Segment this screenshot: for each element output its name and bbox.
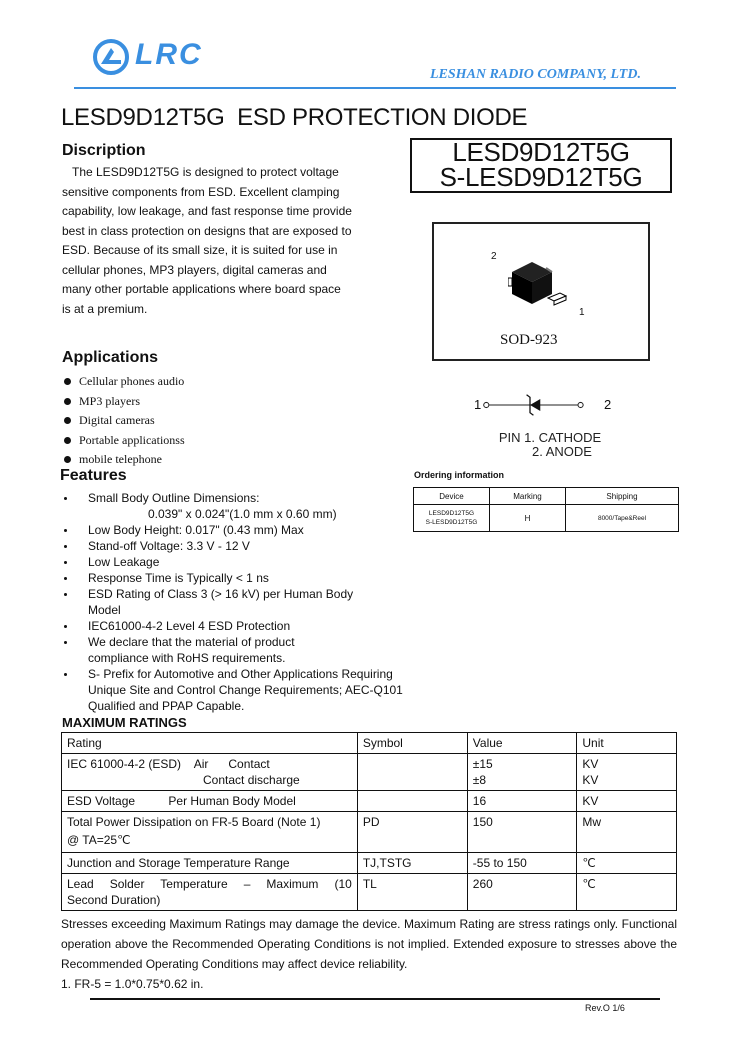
col-device: Device: [414, 488, 490, 505]
value-cell: 150: [467, 812, 577, 853]
max-ratings-heading: MAXIMUM RATINGS: [62, 715, 187, 730]
list-item: Low Body Height: 0.017" (0.43 mm) Max: [62, 522, 422, 538]
col-shipping: Shipping: [566, 488, 679, 505]
col-rating: Rating: [62, 733, 358, 754]
symbol-cell: [357, 791, 467, 812]
features-heading: Features: [60, 467, 127, 484]
unit-cell: Mw: [577, 812, 677, 853]
marking-cell: H: [490, 505, 566, 532]
table-row: [62, 812, 677, 853]
device-name: LESD9D12T5G: [428, 510, 475, 517]
list-item: Portable applicationss: [62, 431, 185, 451]
list-item: Cellular phones audio: [62, 372, 185, 392]
table-row: [62, 754, 677, 791]
symbol-cell: PD: [357, 812, 467, 853]
rating-cell: [62, 812, 358, 853]
revision-page: Rev.O 1/6: [585, 1003, 625, 1013]
package-pin-1-label: 1: [579, 307, 585, 318]
ordering-header-row: [414, 488, 679, 505]
unit-cell: [577, 754, 677, 791]
value-cell: [467, 754, 577, 791]
col-value: Value: [467, 733, 577, 754]
rating-text-2: @ TA=25℃: [67, 833, 131, 847]
ordering-heading: Ordering information: [414, 470, 504, 480]
stress-note: Stresses exceeding Maximum Ratings may damage the device. Maximum Rating are stress ratings only. Functional operation above the Recommended Operating Conditions is not implied. Extended exposure to stresses above the Recommended Operating Conditions may affect device reliability.: [61, 917, 677, 971]
part-number-box: [410, 138, 672, 193]
header-divider: [74, 87, 676, 89]
rating-text: IEC 61000-4-2 (ESD) Air Contact: [67, 757, 270, 771]
features-list: [62, 490, 422, 714]
rating-cell: [62, 754, 358, 791]
rating-text: Lead Solder Temperature – Maximum (10: [67, 877, 352, 891]
schematic-pin-2: 2: [604, 397, 612, 412]
company-name: LESHAN RADIO COMPANY, LTD.: [430, 67, 641, 82]
ordering-table: [413, 487, 679, 532]
unit-text-2: KV: [582, 773, 599, 787]
rating-text-2: Contact discharge: [203, 773, 300, 787]
schematic-pin-1: 1: [474, 397, 482, 412]
col-unit: Unit: [577, 733, 677, 754]
part-number-automotive: S-LESD9D12T5G: [439, 162, 643, 192]
list-item: ESD Rating of Class 3 (> 16 kV) per Human Body Model: [62, 586, 388, 618]
list-item: Response Time is Typically < 1 ns: [62, 570, 422, 586]
symbol-cell: TJ,TSTG: [357, 853, 467, 874]
value-cell: -55 to 150: [467, 853, 577, 874]
list-item: We declare that the material of product compliance with RoHS requirements.: [62, 634, 348, 666]
applications-list: [62, 372, 185, 470]
package-name: SOD-923: [500, 332, 558, 348]
footnote-1: 1. FR-5 = 1.0*0.75*0.62 in.: [61, 977, 204, 991]
package-pin-2-label: 2: [491, 251, 497, 262]
symbol-cell: TL: [357, 874, 467, 911]
device-name-automotive: S-LESD9D12T5G: [425, 519, 478, 526]
description-heading: Discription: [62, 142, 146, 159]
applications-heading: Applications: [62, 349, 159, 366]
description-paragraph: The LESD9D12T5G is designed to protect voltage sensitive components from ESD. Excellent clamping capability, low leakage, and fast response time provide best in class protection on designs that are exposed to ESD. Because of its small size, it is suited for use in cellular phones, MP3 players, digital cameras and many other portable applications where board space is at a premium.: [62, 165, 352, 316]
sod923-package-icon: [508, 260, 570, 306]
table-row: [62, 791, 677, 812]
unit-cell: ℃: [577, 853, 677, 874]
value-text-2: ±8: [472, 773, 487, 787]
page-title: LESD9D12T5G ESD PROTECTION DIODE: [61, 104, 528, 131]
rating-cell: [62, 874, 358, 911]
rating-cell: Junction and Storage Temperature Range: [62, 853, 358, 874]
symbol-cell: [357, 754, 467, 791]
list-item: MP3 players: [62, 392, 185, 412]
table-row: [62, 853, 677, 874]
list-item: Digital cameras: [62, 411, 185, 431]
col-symbol: Symbol: [357, 733, 467, 754]
pin-desc-anode: 2. ANODE: [532, 444, 592, 459]
col-marking: Marking: [490, 488, 566, 505]
unit-cell: KV: [577, 791, 677, 812]
feature-text: Small Body Outline Dimensions:: [88, 491, 260, 505]
list-item: Low Leakage: [62, 554, 422, 570]
table-header-row: [62, 733, 677, 754]
value-text: ±15: [472, 757, 493, 771]
pin-desc-cathode: PIN 1. CATHODE: [498, 430, 602, 445]
description-text: [62, 163, 352, 319]
list-item: mobile telephone: [62, 450, 185, 470]
rating-text-2: Second Duration): [67, 893, 161, 907]
rating-cell: ESD Voltage Per Human Body Model: [62, 791, 358, 812]
footer-divider: [90, 998, 660, 1000]
list-item: S- Prefix for Automotive and Other Applications Requiring Unique Site and Control Change Requirements; AEC-Q101 Qualified and PPAP Capable.: [62, 666, 418, 714]
notes: [61, 914, 677, 994]
unit-cell: ℃: [577, 874, 677, 911]
lrc-logo-icon: [92, 38, 130, 76]
part-number: LESD9D12T5G: [452, 137, 630, 167]
list-item: [62, 490, 422, 522]
logo-text: LRC: [135, 38, 203, 71]
max-ratings-table: [61, 732, 677, 911]
device-cell: [414, 505, 490, 532]
feature-subtext: 0.039" x 0.024"(1.0 mm x 0.60 mm): [148, 507, 337, 521]
list-item: IEC61000-4-2 Level 4 ESD Protection: [62, 618, 422, 634]
list-item: Stand-off Voltage: 3.3 V - 12 V: [62, 538, 422, 554]
value-cell: 16: [467, 791, 577, 812]
rating-text: Total Power Dissipation on FR-5 Board (Note 1): [67, 815, 321, 829]
unit-text: KV: [582, 757, 599, 771]
value-cell: 260: [467, 874, 577, 911]
table-row: [62, 874, 677, 911]
shipping-cell: 8000/Tape&Reel: [566, 505, 679, 532]
ordering-row: [414, 505, 679, 532]
tvs-diode-symbol-icon: [482, 390, 602, 420]
